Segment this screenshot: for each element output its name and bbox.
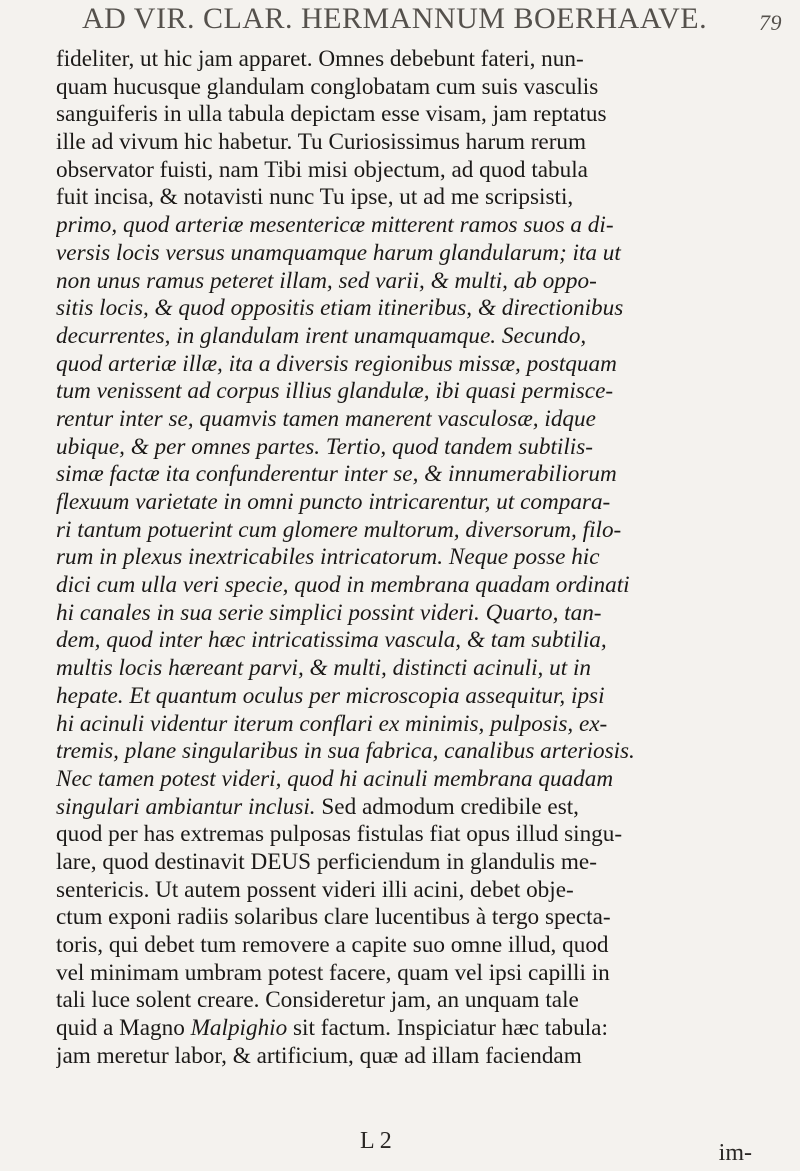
text-line [56,74,800,102]
catchword: im- [718,1140,752,1166]
text-segment: multis locis hæreant parvi, & multi, distincti acinuli, ut in [56,655,592,682]
text-segment: Malpighio [190,1015,288,1042]
text-line [56,517,800,545]
text-segment: tum venissent ad corpus illius glandulæ, ibi quasi permisce- [56,378,614,405]
text-line [56,212,800,240]
text-line [56,794,800,822]
text-line [56,434,800,462]
text-segment: sit factum. Inspiciatur hæc tabula: [287,1015,608,1042]
text-segment: dem, quod inter hæc intricatissima vascula, & tam subtilia, [56,627,607,654]
text-segment: observator fuisti, nam Tibi misi objectum, ad quod tabula [56,156,588,183]
text-line [56,877,800,905]
text-segment: hi acinuli videntur iterum conflari ex minimis, pulposis, ex- [56,710,608,737]
text-segment: flexuum varietate in omni puncto intricarentur, ut compara- [56,489,611,515]
text-line [56,544,800,572]
text-segment: ille ad vivum hic habetur. Tu Curiosissimus harum rerum [56,129,587,156]
text-line [56,184,800,212]
text-segment: ubique, & per omnes partes. Tertio, quod tandem subtilis- [56,433,593,460]
text-line [56,46,800,74]
text-line [56,1015,800,1043]
page-number: 79 [759,10,782,35]
text-segment: quod arteriæ illæ, ita a diversis regionibus missæ, postquam [56,350,617,377]
text-segment: hepate. Et quantum oculus per microscopia assequitur, ipsi [56,682,605,709]
text-segment: rum in plexus inextricabiles intricatorum. Neque posse hic [56,544,600,571]
text-segment: fideliter, ut hic jam apparet. Omnes debebunt fateri, nun- [56,46,584,72]
text-segment: non unus ramus peteret illam, sed varii, & multi, ab oppo- [56,267,597,294]
text-line [56,295,800,323]
text-segment: Sed admodum credibile est, [321,793,579,820]
text-segment: quid a Magno [56,1015,191,1042]
text-line [56,351,800,379]
text-line [56,849,800,877]
text-segment: ctum exponi radiis solaribus clare lucentibus à tergo specta- [56,904,611,931]
text-line [56,461,800,489]
text-segment: tali luce solent creare. Consideretur jam, an unquam tale [56,987,579,1014]
text-line [56,572,800,600]
running-head [82,2,782,42]
text-segment: tremis, plane singularibus in sua fabrica, canalibus arteriosis. [56,738,635,765]
text-line [56,904,800,932]
text-line [56,323,800,351]
text-line [56,268,800,296]
signature-mark: L 2 [360,1128,392,1154]
text-segment: vel minimam umbram potest facere, quam vel ipsi capilli in [56,959,610,986]
text-line [56,821,800,849]
text-segment: versis locis versus unamquamque harum glandularum; ita ut [56,239,621,266]
text-segment: quam hucusque glandulam conglobatam cum suis vasculis [56,73,599,100]
text-line [56,600,800,628]
text-segment: simæ factæ ita confunderentur inter se, & innumerabiliorum [56,461,617,488]
text-line [56,766,800,794]
text-segment: hi canales in sua serie simplici possint videri. Quarto, tan- [56,599,602,626]
text-line [56,240,800,268]
text-segment: sitis locis, & quod oppositis etiam itineribus, & directionibus [56,295,624,322]
text-line [56,738,800,766]
text-segment: decurrentes, in glandulam irent unamquamque. Secundo, [56,322,587,349]
running-head-title: AD VIR. CLAR. HERMANNUM BOERHAAVE. [82,2,708,35]
text-line [56,683,800,711]
text-line [56,987,800,1015]
text-segment: singulari ambiantur inclusi. [56,793,322,820]
text-segment: fuit incisa, & notavisti nunc Tu ipse, ut ad me scripsisti, [56,184,574,211]
text-line [56,378,800,406]
text-segment: dici cum ulla veri specie, quod in membrana quadam ordinati [56,572,630,599]
text-segment: sanguiferis in ulla tabula depictam esse visam, jam reptatus [56,101,607,128]
text-line [56,627,800,655]
text-segment: jam meretur labor, & artificium, quæ ad illam faciendam [56,1042,582,1069]
text-line [56,655,800,683]
text-segment: lare, quod destinavit DEUS perficiendum in glandulis me- [56,848,597,875]
text-line [56,101,800,129]
text-segment: ri tantum potuerint cum glomere multorum, diversorum, filo- [56,516,622,543]
text-segment: quod per has extremas pulposas fistulas fiat opus illud singu- [56,821,623,848]
text-line [56,1043,800,1071]
text-line [56,960,800,988]
text-segment: rentur inter se, quamvis tamen manerent vasculosæ, idque [56,405,596,432]
text-line [56,406,800,434]
text-line [56,157,800,185]
text-segment: primo, quod arteriæ mesentericæ mitterent ramos suos a di- [56,212,614,239]
text-line [56,711,800,739]
body-text [56,46,800,1070]
text-line [56,489,800,517]
text-line [56,129,800,157]
text-segment: Nec tamen potest videri, quod hi acinuli membrana quadam [56,765,614,792]
text-segment: toris, qui debet tum removere a capite suo omne illud, quod [56,932,609,958]
text-line [56,932,800,960]
text-segment: sentericis. Ut autem possent videri illi acini, debet obje- [56,876,574,903]
